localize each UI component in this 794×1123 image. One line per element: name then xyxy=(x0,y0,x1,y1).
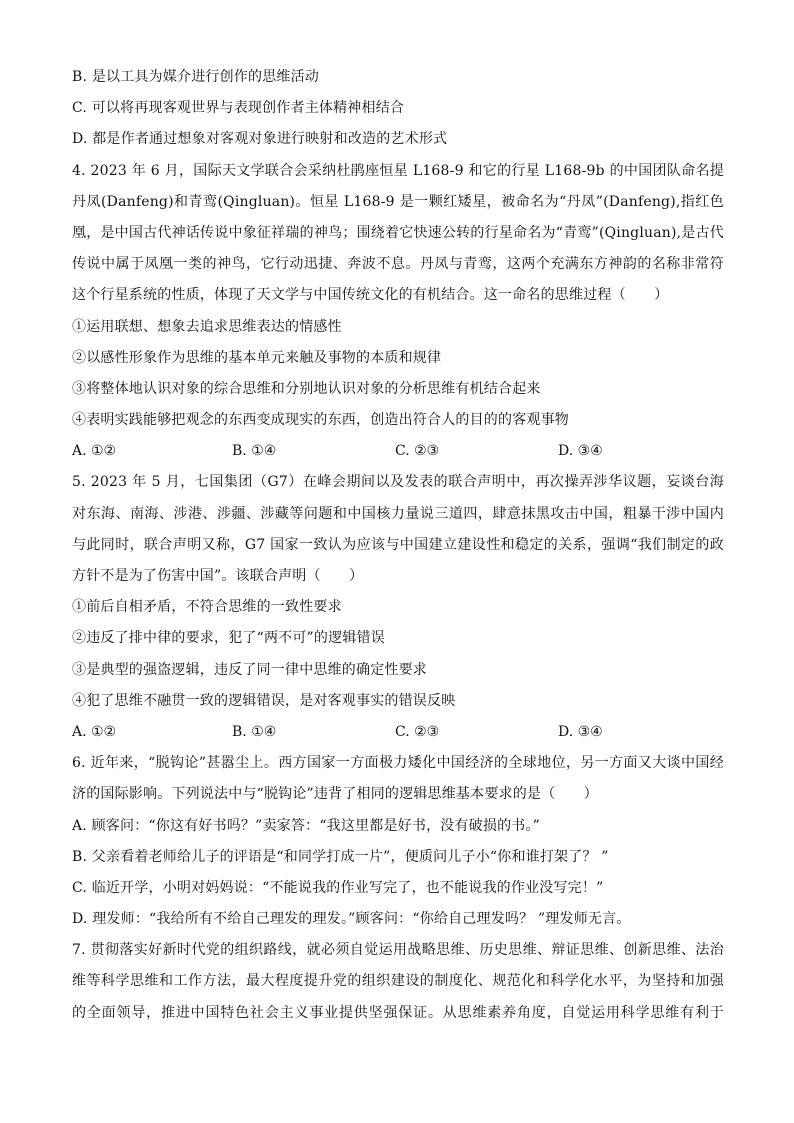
exam-page xyxy=(72,62,724,1029)
q4-options xyxy=(72,436,724,467)
question-4 xyxy=(72,156,724,468)
q4-item-3: ③将整体地认识对象的综合思维和分别地认识对象的分析思维有机结合起来 xyxy=(72,380,541,397)
q6-option-a: A. 顾客问：“你这有好书吗？”卖家答：“我这里都是好书，没有破损的书。” xyxy=(72,817,541,834)
q4-stem-line: 丹凤(Danfeng)和青鸾(Qingluan)。恒星 L168-9 是一颗红矮星，被命名为“丹凤”(Danfeng),指红色 xyxy=(72,193,724,210)
q4-item-4: ④表明实践能够把观念的东西变成现实的东西，创造出符合人的目的的客观事物 xyxy=(72,412,569,429)
q4-stem-line: 传说中属于凤凰一类的神鸟，它行动迅捷、奔波不息。丹凤与青鸾，这两个充满东方神韵的名称非常符 xyxy=(72,256,724,273)
q6-option-b: B. 父亲看着老师给儿子的评语是“和同学打成一片”，便质问儿子小“你和谁打架了？ ” xyxy=(72,848,609,865)
q4-item-2: ②以感性形象作为思维的基本单元来触及事物的本质和规律 xyxy=(72,349,442,366)
q5-stem-line: 与此同时，联合声明又称，G7 国家一致认为应该与中国建立建设性和稳定的关系，强调“我们制定的政 xyxy=(72,536,724,553)
q5-item-4: ④犯了思维不融贯一致的逻辑错误，是对客观事实的错误反映 xyxy=(72,692,456,709)
q5-stem-line: 5. 2023 年 5 月，七国集团（G7）在峰会期间以及发表的联合声明中，再次操弄涉华议题，妄谈台海 xyxy=(72,474,724,491)
question-7 xyxy=(72,935,724,1029)
q4-option-d: D. ③④ xyxy=(558,443,603,460)
q6-stem-line: 6. 近年来，“脱钩论”甚嚣尘上。西方国家一方面极力矮化中国经济的全球地位，另一方面又大谈中国经 xyxy=(72,755,724,772)
q6-option-d: D. 理发师：“我给所有不给自己理发的理发。”顾客问：“你给自己理发吗？ ”理发师无言。 xyxy=(72,911,631,928)
q5-option-d: D. ③④ xyxy=(558,723,603,740)
q5-options xyxy=(72,717,724,748)
q7-stem-line: 维等科学思维和工作方法，最大程度提升党的组织建设的制度化、规范化和科学化水平，为坚持和加强 xyxy=(72,973,724,990)
q4-option-c: C. ②③ xyxy=(395,443,440,460)
q5-item-1: ①前后自相矛盾，不符合思维的一致性要求 xyxy=(72,599,342,616)
q4-stem-line: 这个行星系统的性质，体现了天文学与中国传统文化的有机结合。这一命名的思维过程（ ） xyxy=(72,287,669,304)
q6-stem-line: 济的国际影响。下列说法中与“脱钩论”违背了相同的逻辑思维基本要求的是（ ） xyxy=(72,786,598,803)
q5-stem-line: 对东海、南海、涉港、涉疆、涉藏等问题和中国核力量说三道四，肆意抹黑攻击中国，粗暴干涉中国内 xyxy=(72,505,724,522)
q5-item-3: ③是典型的强盗逻辑，违反了同一律中思维的确定性要求 xyxy=(72,661,427,678)
q7-stem-line: 的全面领导，推进中国特色社会主义事业提供坚强保证。从思维素养角度，自觉运用科学思维有利于 xyxy=(72,1004,724,1021)
q7-stem-line: 7. 贯彻落实好新时代党的组织路线，就必须自觉运用战略思维、历史思维、辩证思维、创新思维、法治 xyxy=(72,942,724,959)
q4-item-1: ①运用联想、想象去追求思维表达的情感性 xyxy=(72,318,342,335)
q3-option-c: C. 可以将再现客观世界与表现创作者主体精神相结合 xyxy=(72,100,405,117)
q6-option-c: C. 临近开学，小明对妈妈说：“不能说我的作业写完了，也不能说我的作业没写完！” xyxy=(72,879,604,896)
q5-item-2: ②违反了排中律的要求，犯了“两不可”的逻辑错误 xyxy=(72,630,385,647)
q4-stem-line: 凰，是中国古代神话传说中象征祥瑞的神鸟；围绕着它快速公转的行星命名为“青鸾”(Qingluan),是古代 xyxy=(72,224,724,241)
q3-option-b: B. 是以工具为媒介进行创作的思维活动 xyxy=(72,69,319,85)
q5-option-b: B. ①④ xyxy=(232,723,277,740)
q4-option-b: B. ①④ xyxy=(232,443,277,460)
q5-option-a: A. ①② xyxy=(72,723,117,740)
question-5 xyxy=(72,467,724,748)
q5-stem-line: 方针不是为了伤害中国”。该联合声明（ ） xyxy=(72,568,364,584)
q4-stem-line: 4. 2023 年 6 月，国际天文学联合会采纳杜鹃座恒星 L168-9 和它的行星 L168-9b 的中国团队命名提 xyxy=(72,162,724,179)
q4-option-a: A. ①② xyxy=(72,443,117,460)
q3-option-d: D. 都是作者通过想象对客观对象进行映射和改造的艺术形式 xyxy=(72,131,448,148)
question-3-options xyxy=(72,62,724,156)
q5-option-c: C. ②③ xyxy=(395,723,440,740)
question-6 xyxy=(72,748,724,935)
